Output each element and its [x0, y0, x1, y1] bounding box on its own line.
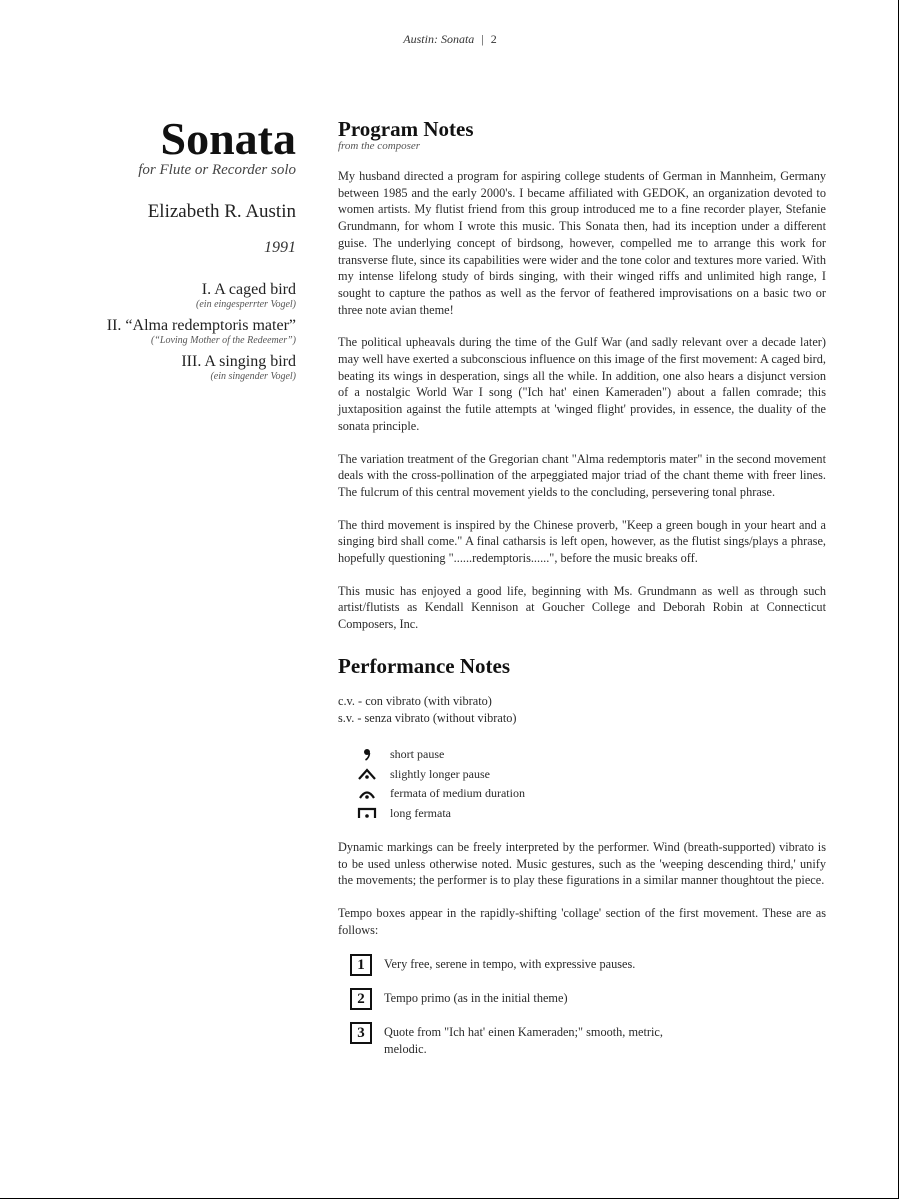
symbol-row [356, 764, 826, 784]
movement-item [60, 281, 296, 311]
tempo-description: Tempo primo (as in the initial theme) [384, 991, 568, 1006]
work-title: Sonata [160, 113, 296, 164]
performance-notes-paragraph: Dynamic markings can be freely interpreted by the performer. Wind (breath-supported) vibrato is to be used unless otherwise noted. Music gestures, such as the 'weeping descending third,' unify the movements; the performer is to play these figurations in a similar manner thoughtout the piece. [338, 839, 826, 888]
fermata-icon [356, 786, 378, 802]
work-info [60, 112, 296, 389]
performance-notes-paragraph: Tempo boxes appear in the rapidly-shifting 'collage' section of the first movement. These are as follows: [338, 905, 826, 937]
symbol-legend [356, 745, 826, 823]
work-subtitle: for Flute or Recorder solo [138, 162, 296, 178]
movement-translation: (“Loving Mother of the Redeemer”) [151, 335, 296, 346]
symbol-label: long fermata [390, 805, 451, 820]
program-notes-paragraph: My husband directed a program for aspiring college students of German in Mannheim, Germany between 1985 and the early 2000's. I became affiliated with GEDOK, an organization devoted to women artists. My flutist friend from this group introduced me to a fine recorder player, Stefanie Grundmann, for whom I wrote this music. This Sonata then, had its inception under a different guise. The underlying concept of birdsong, however, compelled me to arrange this work for transverse flute, since its capabilities were wider and the tone color and textures more varied. With my intense lifelong study of birds singing, with their winged riffs and unlimited high range, I sought to capture the pathos as well as the fervor of feathered improvisations on a basic two or three note avian theme! [338, 169, 826, 317]
movement-title: I. A caged bird [201, 281, 296, 298]
notes-column [338, 116, 826, 1070]
program-notes-paragraph: The third movement is inspired by the Chinese proverb, "Keep a green bough in your heart and a singing bird shall come." A final catharsis is left open, however, as the flutist sings/plays a phrase, hopefully questioning "......redemptoris......", before the music breaks off. [338, 517, 826, 566]
symbol-label: fermata of medium duration [390, 786, 525, 801]
tempo-row [350, 1022, 826, 1058]
tempo-row [350, 954, 826, 976]
movement-list [60, 281, 296, 383]
header-title: Austin: Sonata [403, 32, 475, 46]
movement-translation: (ein singender Vogel) [210, 371, 296, 382]
program-notes-paragraph: This music has enjoyed a good life, beginning with Ms. Grundmann as well as through such artist/flutists as Kendall Kennison at Goucher College and Deborah Robin at Connecticut Composers, Inc. [338, 583, 826, 632]
movement-title: II. “Alma redemptoris mater” [106, 317, 296, 334]
header-separator: | [481, 32, 484, 46]
abbreviation-item: c.v. - con vibrato (with vibrato) [338, 693, 492, 708]
symbol-label: slightly longer pause [390, 766, 490, 781]
page-number: 2 [490, 32, 497, 46]
program-notes-paragraph: The political upheavals during the time of the Gulf War (and sadly relevant over a decade later) may well have exerted a subconscious influence on this image of the first movement: A caged bird, beating its wings in desperation, sings all the while. In addition, one also hears a disjunct version of a nostalgic World War I song ("Ich hat' einen Kameraden") about a fallen comrade; this juxtaposition against the futile attempts at 'winged flight' provides, in essence, the duality of the sonata principle. [338, 335, 826, 433]
running-header [0, 32, 900, 47]
symbol-label: short pause [390, 747, 445, 762]
symbol-row [356, 745, 826, 765]
composition-year: 1991 [264, 239, 296, 256]
movement-translation: (ein eingesperrter Vogel) [196, 299, 296, 310]
symbol-row [356, 784, 826, 804]
long-fermata-icon [356, 805, 378, 821]
tempo-description: Very free, serene in tempo, with expressive pauses. [384, 957, 636, 972]
tempo-description: Quote from "Ich hat' einen Kameraden;" smooth, metric, melodic. [384, 1025, 663, 1057]
tempo-box-number: 2 [350, 988, 372, 1010]
breath-mark-icon [356, 747, 378, 763]
symbol-row [356, 803, 826, 823]
program-notes-heading: Program Notes [338, 117, 474, 141]
tempo-box-number: 3 [350, 1022, 372, 1044]
tempo-box-number: 1 [350, 954, 372, 976]
abbreviation-list [338, 693, 826, 727]
tempo-box-list [350, 954, 826, 1058]
movement-item [60, 353, 296, 383]
program-notes-byline: from the composer [338, 140, 421, 152]
movement-title: III. A singing bird [181, 353, 296, 370]
caesura-fermata-icon [356, 766, 378, 782]
program-notes-paragraph: The variation treatment of the Gregorian chant "Alma redemptoris mater" in the second movement deals with the cross-pollination of the arpeggiated major triad of the chant theme with freer lines. The fulcrum of this central movement yields to the concluding, persevering tonal phrase. [338, 451, 826, 499]
tempo-row [350, 988, 826, 1010]
composer-name: Elizabeth R. Austin [147, 201, 296, 222]
abbreviation-item: s.v. - senza vibrato (without vibrato) [338, 710, 517, 725]
performance-notes-heading: Performance Notes [338, 653, 510, 678]
movement-item [60, 317, 296, 347]
